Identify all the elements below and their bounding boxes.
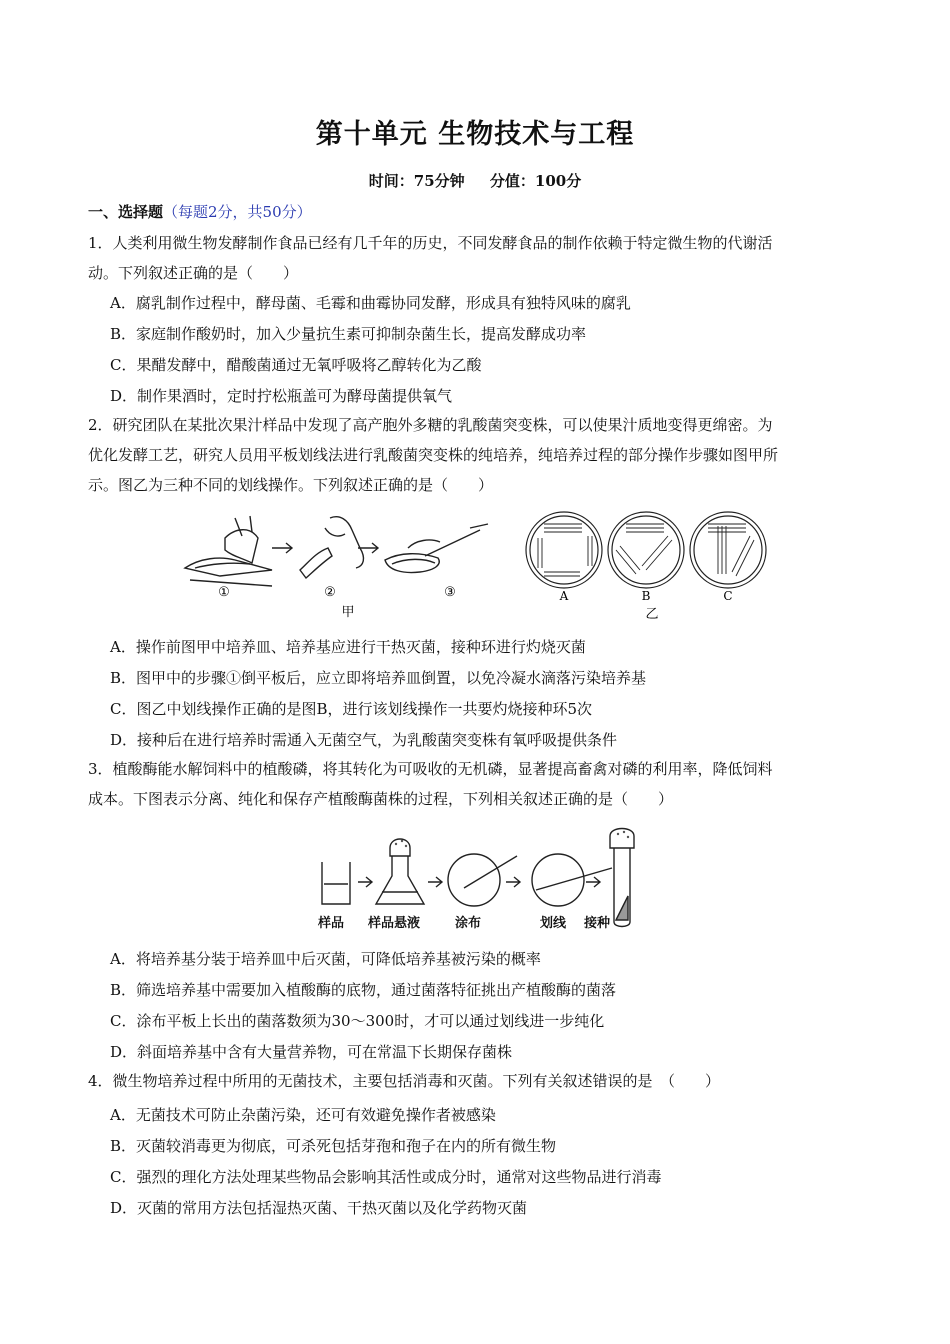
q1-option-a: A．腐乳制作过程中，酵母菌、毛霉和曲霉协同发酵，形成具有独特风味的腐乳 [110, 294, 631, 312]
q4-option-c: C．强烈的理化方法处理某些物品会影响其活性或成分时，通常对这些物品进行消毒 [110, 1168, 662, 1186]
label-streak: 划线 [540, 916, 567, 931]
figure-q3-process [312, 826, 648, 932]
figure-yi-drawing [522, 510, 772, 623]
plate-a-label: A [559, 589, 569, 603]
plate-a [526, 512, 602, 588]
label-inoculate: 接种 [584, 916, 611, 931]
exam-meta [0, 170, 950, 191]
page-title: 第十单元 生物技术与工程 [315, 119, 635, 150]
figure-yi [522, 510, 772, 623]
section-heading [88, 201, 312, 222]
q2-option-c: C．图乙中划线操作正确的是图B，进行该划线操作一共要灼烧接种环5次 [110, 700, 593, 718]
section-title: 一、选择题 [88, 203, 164, 221]
spread-plate-icon [448, 854, 500, 906]
q3-stem-line-1: 3．植酸酶能水解饲料中的植酸磷，将其转化为可吸收的无机磷，显著提高畜禽对磷的利用率，降低饲料 [88, 760, 773, 778]
q1-option-d: D．制作果酒时，定时拧松瓶盖可为酵母菌提供氧气 [110, 387, 453, 405]
q2-stem-line-2: 优化发酵工艺，研究人员用平板划线法进行乳酸菌突变株的纯培养，纯培养过程的部分操作步骤如图甲所 [88, 446, 779, 464]
q1-option-b: B．家庭制作酸奶时，加入少量抗生素可抑制杂菌生长，提高发酵成功率 [110, 325, 587, 343]
step-3-label: ③ [444, 585, 456, 600]
q2-option-d: D．接种后在进行培养时需通入无菌空气，为乳酸菌突变株有氧呼吸提供条件 [110, 731, 618, 749]
step-2-label: ② [324, 585, 336, 600]
q1-stem-line-1: 1．人类利用微生物发酵制作食品已经有几千年的历史，不同发酵食品的制作依赖于特定微生物的代谢活 [88, 234, 773, 252]
q4-option-d: D．灭菌的常用方法包括湿热灭菌、干热灭菌以及化学药物灭菌 [110, 1199, 528, 1217]
step-1-label: ① [218, 585, 230, 600]
streak-plate-icon [532, 854, 584, 906]
label-sample: 样品 [318, 916, 345, 931]
section-note: （每题2分，共50分） [163, 203, 312, 221]
q3-option-b: B．筛选培养基中需要加入植酸酶的底物，通过菌落特征挑出产植酸酶的菌落 [110, 981, 617, 999]
q3-option-d: D．斜面培养基中含有大量营养物，可在常温下长期保存菌株 [110, 1043, 513, 1061]
q1-option-c: C．果醋发酵中，醋酸菌通过无氧呼吸将乙醇转化为乙酸 [110, 356, 482, 374]
time-limit: 时间：75分钟 [368, 172, 465, 190]
q4-option-a: A．无菌技术可防止杂菌污染，还可有效避免操作者被感染 [110, 1106, 496, 1124]
plate-c [690, 512, 766, 588]
figure-jia-drawing [180, 508, 510, 623]
q3-option-c: C．涂布平板上长出的菌落数须为30～300时，才可以通过划线进一步纯化 [110, 1012, 605, 1030]
q2-stem-line-1: 2．研究团队在某批次果汁样品中发现了高产胞外多糖的乳酸菌突变株，可以使果汁质地变得更绵密。为 [88, 416, 773, 434]
beaker-icon [322, 862, 350, 904]
flask-icon [376, 856, 424, 904]
q4-option-b: B．灭菌较消毒更为彻底，可杀死包括芽孢和孢子在内的所有微生物 [110, 1137, 557, 1155]
plate-b-label: B [641, 589, 651, 603]
total-score: 分值：100分 [489, 172, 582, 190]
q4-stem-line-1: 4．微生物培养过程中所用的无菌技术，主要包括消毒和灭菌。下列有关叙述错误的是 （ ） [88, 1072, 721, 1090]
q3-stem-line-2: 成本。下图表示分离、纯化和保存产植酸酶菌株的过程，下列相关叙述正确的是（ ） [88, 790, 674, 808]
label-sample-suspension: 样品悬液 [368, 916, 421, 931]
plate-c-label: C [723, 589, 733, 603]
q2-option-b: B．图甲中的步骤①倒平板后，应立即将培养皿倒置，以免冷凝水滴落污染培养基 [110, 669, 647, 687]
label-spread: 涂布 [455, 916, 482, 931]
q2-stem-line-3: 示。图乙为三种不同的划线操作。下列叙述正确的是（ ） [88, 476, 494, 494]
figure-jia-caption: 甲 [341, 605, 355, 620]
q3-option-a: A．将培养基分装于培养皿中后灭菌，可降低培养基被污染的概率 [110, 950, 541, 968]
figure-yi-caption: 乙 [645, 607, 659, 622]
plate-b [608, 512, 684, 588]
q2-option-a: A．操作前图甲中培养皿、培养基应进行干热灭菌，接种环进行灼烧灭菌 [110, 638, 586, 656]
q1-stem-line-2: 动。下列叙述正确的是（ ） [88, 264, 299, 282]
figure-jia [180, 508, 510, 623]
